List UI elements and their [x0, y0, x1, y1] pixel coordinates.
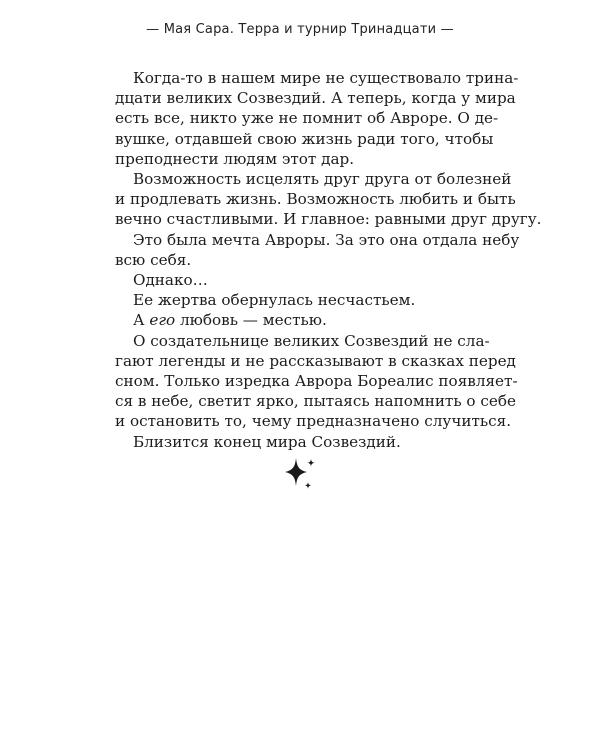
text-line: Это была мечта Авроры. За это она отдала небу — [133, 230, 520, 249]
text-line: гают легенды и не рассказывают в сказках перед — [115, 351, 516, 370]
text-line: Ее жертва обернулась несчастьем. — [133, 291, 416, 310]
text-line — [115, 310, 487, 330]
four-point-star-icon — [280, 452, 320, 494]
small-star-upper — [307, 459, 315, 467]
running-header: — Мая Сара. Терра и турнир Тринадцати — — [146, 22, 454, 37]
text-line: и остановить то, чему предназначено случиться. — [115, 412, 512, 431]
text-line: всю себя. — [115, 250, 192, 269]
text-line: Однако… — [133, 271, 208, 290]
text-line: вушке, отдавшей свою жизнь ради того, чтобы — [115, 129, 494, 148]
text-line: Близится конец мира Созвездий. — [133, 432, 401, 451]
text-line: вечно счастливыми. И главное: равными друг другу. — [115, 210, 542, 229]
text-line: есть все, никто уже не помнит об Авроре. О де- — [115, 109, 499, 128]
text-line: сном. Только изредка Аврора Бореалис появляет- — [115, 372, 518, 391]
text-line: ся в небе, светит ярко, пытаясь напомнить о себе — [115, 392, 517, 411]
text-line: Когда-то в нашем мире не существовало трина- — [133, 69, 519, 87]
italic-word: его — [149, 311, 176, 330]
text-line: О создательнице великих Созвездий не сла- — [133, 331, 490, 350]
text-line: дцати великих Созвездий. А теперь, когда у мира — [115, 89, 516, 108]
small-star-lower — [305, 482, 312, 489]
body-text — [115, 68, 542, 452]
text-line: и продлевать жизнь. Возможность любить и быть — [115, 190, 516, 209]
large-star-shape — [285, 458, 307, 486]
text-line: преподнести людям этот дар. — [115, 149, 355, 168]
text-fragment: любовь — местью. — [175, 311, 327, 330]
text-fragment: А — [133, 311, 150, 330]
text-line: Возможность исцелять друг друга от болезней — [133, 170, 512, 189]
